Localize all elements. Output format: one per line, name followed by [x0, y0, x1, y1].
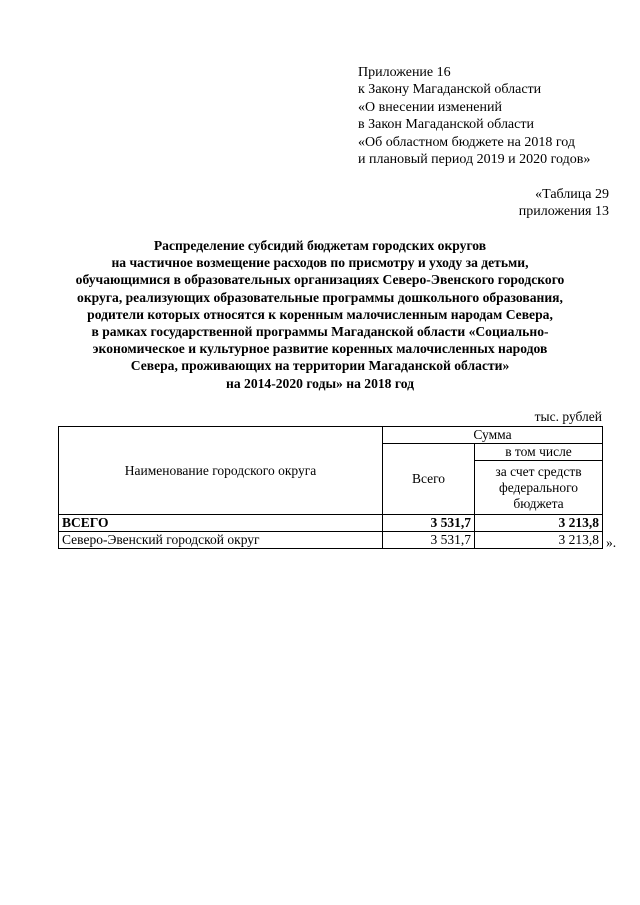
table-ref-line: приложения 13	[518, 204, 609, 220]
appendix-line: «О внесении изменений	[358, 99, 502, 115]
header-district-name: Наименование городского округа	[59, 427, 383, 515]
appendix-line: и плановый период 2019 и 2020 годов»	[358, 152, 591, 168]
header-sum: Сумма	[383, 427, 603, 444]
table-row	[59, 532, 603, 549]
appendix-line: в Закон Магаданской области	[358, 117, 534, 133]
appendix-reference	[358, 64, 590, 168]
row-federal-value: 3 213,8	[475, 515, 603, 532]
title-line: родители которых относятся к коренным малочисленным народам Севера,	[87, 306, 553, 322]
header-including: в том числе	[475, 444, 603, 461]
title-line: в рамках государственной программы Магаданской области «Социально-	[91, 324, 549, 340]
table-ref-line: «Таблица 29	[535, 187, 609, 202]
table-row-total	[59, 515, 603, 532]
appendix-line: Приложение 16	[358, 65, 451, 80]
title-line: Распределение субсидий бюджетам городских округов	[153, 238, 487, 253]
title-line: обучающимися в образовательных организациях Северо-Эвенского городского	[75, 272, 565, 288]
row-federal-value: 3 213,8	[475, 532, 603, 549]
title-line: Севера, проживающих на территории Магаданской области»	[130, 358, 510, 374]
row-name: Северо-Эвенский городской округ	[59, 532, 383, 549]
title-line: экономическое и культурное развитие коренных малочисленных народов	[92, 341, 548, 357]
header-total: Всего	[383, 444, 475, 515]
title-line: на 2014-2020 годы» на 2018 год	[226, 375, 414, 391]
title-line: на частичное возмещение расходов по присмотру и уходу за детьми,	[111, 255, 529, 271]
title-line: округа, реализующих образовательные программы дошкольного образования,	[77, 289, 563, 305]
appendix-line: «Об областном бюджете на 2018 год	[358, 134, 575, 150]
subsidy-table	[58, 426, 603, 549]
units-label: тыс. рублей	[534, 409, 602, 424]
appendix-line: к Закону Магаданской области	[358, 82, 542, 98]
row-name: ВСЕГО	[59, 515, 383, 532]
closing-quote-mark: ».	[606, 535, 617, 550]
row-total-value: 3 531,7	[383, 515, 475, 532]
row-total-value: 3 531,7	[383, 532, 475, 549]
header-federal-budget: за счет средств федерального бюджета	[475, 461, 603, 515]
document-title	[40, 237, 600, 392]
table-reference	[519, 186, 609, 221]
